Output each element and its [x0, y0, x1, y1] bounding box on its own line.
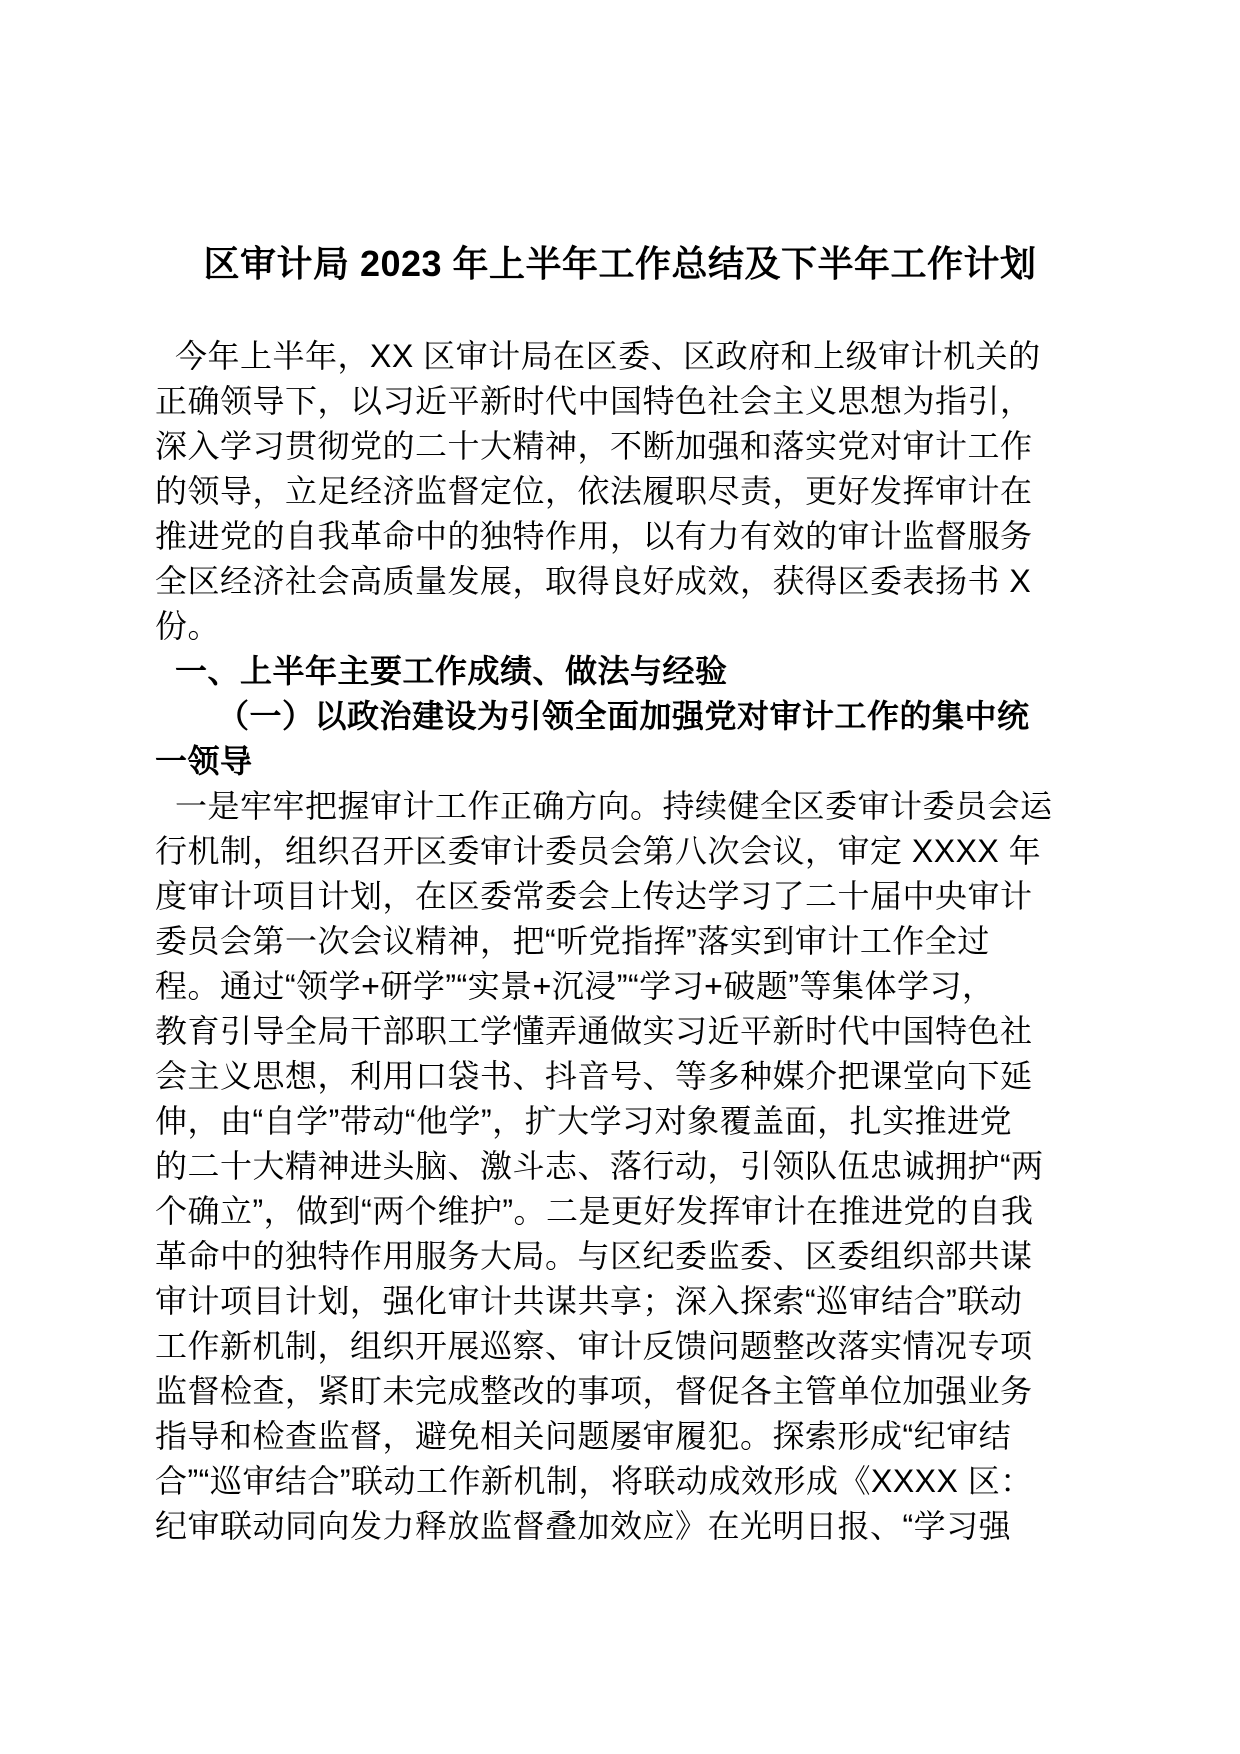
text-line: 纪审联动同向发力释放监督叠加效应》在光明日报、“学习强 [155, 1508, 1012, 1544]
text-line: 全区经济社会高质量发展，取得良好成效，获得区委表扬书 X [155, 563, 1032, 599]
text-line: 一是牢牢把握审计工作正确方向。持续健全区委审计委员会运 [175, 788, 1053, 824]
heading-line: 一、上半年主要工作成绩、做法与经验 [175, 653, 728, 689]
text-line: 监督检查，紧盯未完成整改的事项，督促各主管单位加强业务 [155, 1373, 1033, 1409]
text-line: 的二十大精神进头脑、激斗志、落行动，引领队伍忠诚拥护“两 [155, 1148, 1044, 1184]
text-line: 个确立”，做到“两个维护”。二是更好发挥审计在推进党的自我 [155, 1193, 1034, 1229]
text-line: 的领导，立足经济监督定位，依法履职尽责，更好发挥审计在 [155, 473, 1033, 509]
text-line: 深入学习贯彻党的二十大精神，不断加强和落实党对审计工作 [155, 428, 1033, 464]
text-line: 度审计项目计划，在区委常委会上传达学习了二十届中央审计 [155, 878, 1033, 914]
text-line: 程。通过“领学+研学”“实景+沉浸”“学习+破题”等集体学习， [155, 968, 995, 1004]
text-line: 审计项目计划，强化审计共谋共享；深入探索“巡审结合”联动 [155, 1283, 1023, 1319]
text-line: 合”“巡审结合”联动工作新机制，将联动成效形成《XXXX 区： [155, 1463, 1033, 1499]
text-line: 委员会第一次会议精神，把“听党指挥”落实到审计工作全过 [155, 923, 990, 959]
text-line: 今年上半年，XX 区审计局在区委、区政府和上级审计机关的 [175, 338, 1041, 374]
text-line: 工作新机制，组织开展巡察、审计反馈问题整改落实情况专项 [155, 1328, 1033, 1364]
text-line: 行机制，组织召开区委审计委员会第八次会议，审定 XXXX 年 [155, 833, 1042, 869]
text-line: 指导和检查监督，避免相关问题屡审履犯。探索形成“纪审结 [155, 1418, 1012, 1454]
heading-line: （一）以政治建设为引领全面加强党对审计工作的集中统 [217, 698, 1030, 734]
text-line: 份。 [155, 608, 221, 644]
text-line: 正确领导下，以习近平新时代中国特色社会主义思想为指引， [155, 383, 1033, 419]
text-line: 推进党的自我革命中的独特作用，以有力有效的审计监督服务 [155, 518, 1033, 554]
document-title: 区审计局 2023 年上半年工作总结及下半年工作计划 [203, 243, 1037, 284]
text-line: 伸，由“自学”带动“他学”，扩大学习对象覆盖面，扎实推进党 [155, 1103, 1013, 1139]
document-body [155, 334, 1085, 1549]
heading-line: 一领导 [155, 743, 253, 779]
text-line: 会主义思想，利用口袋书、抖音号、等多种媒介把课堂向下延 [155, 1058, 1033, 1094]
text-line: 教育引导全局干部职工学懂弄通做实习近平新时代中国特色社 [155, 1013, 1033, 1049]
text-line: 革命中的独特作用服务大局。与区纪委监委、区委组织部共谋 [155, 1238, 1033, 1274]
